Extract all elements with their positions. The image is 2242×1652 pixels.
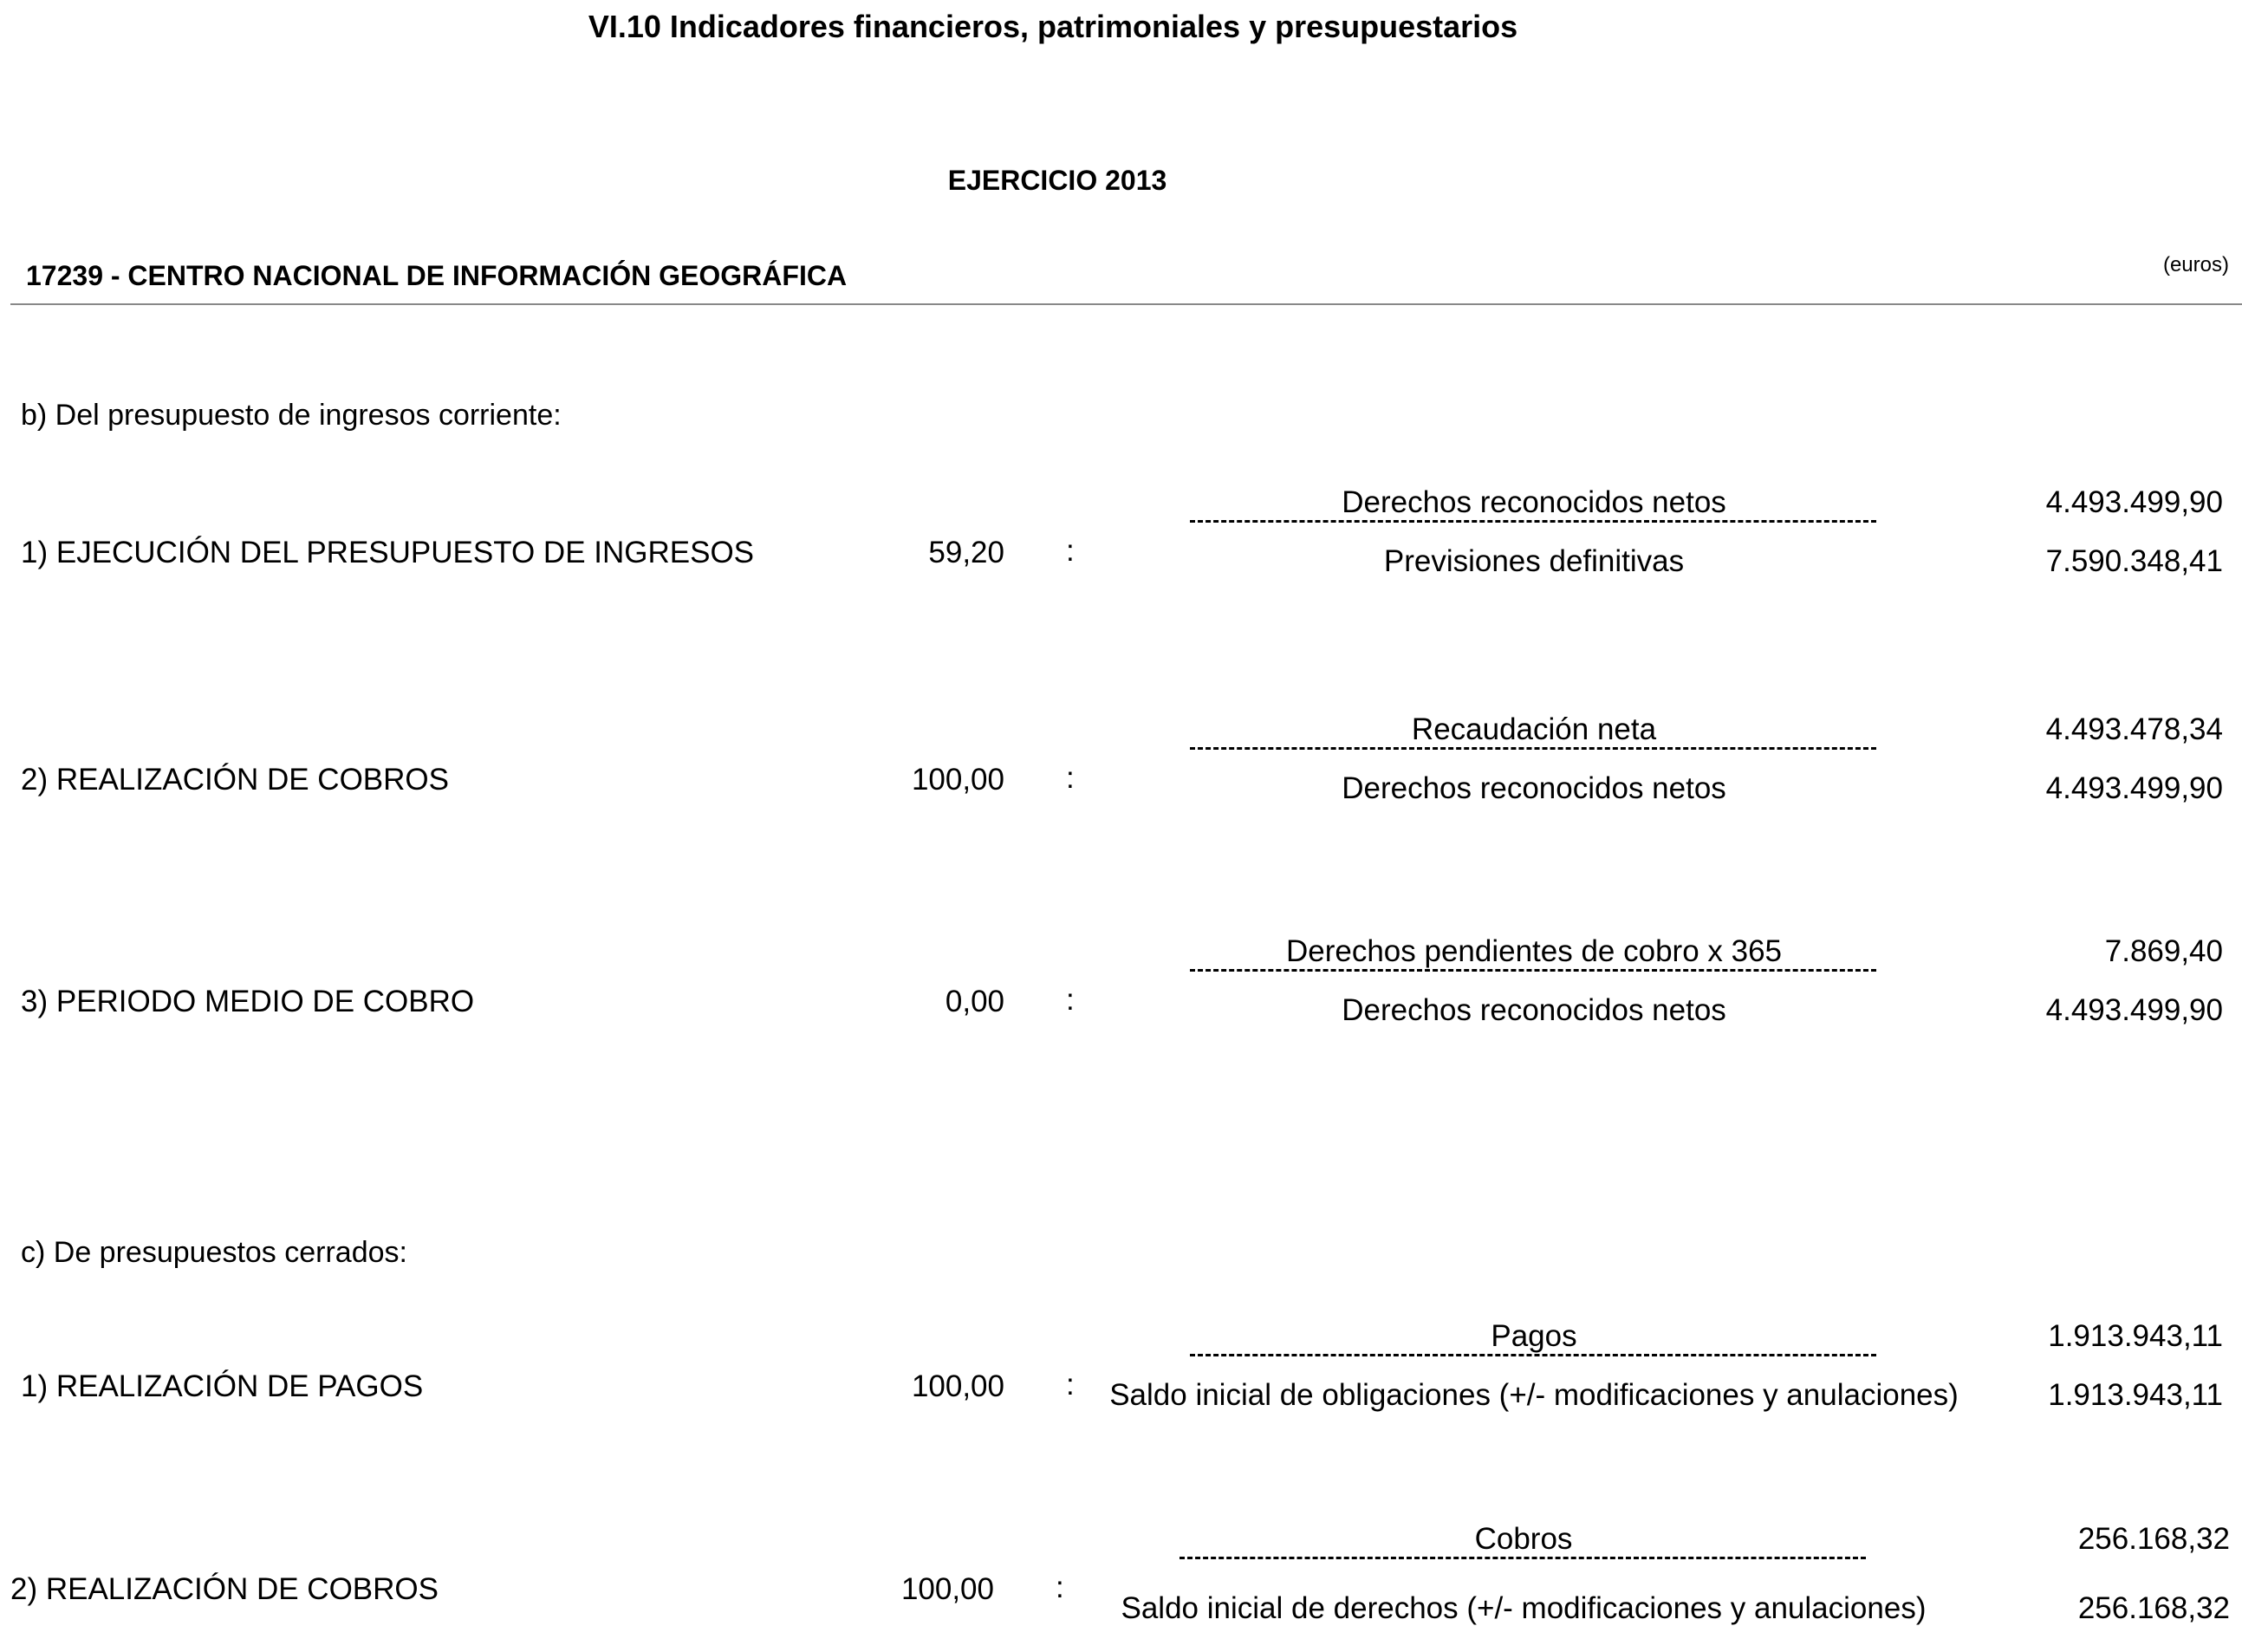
fraction-line — [1190, 1354, 1876, 1356]
numerator-label: Recaudación neta — [1411, 712, 1657, 746]
indicator-separator: : — [1066, 534, 1075, 568]
denominator-label: Saldo inicial de derechos (+/- modificaciones y anulaciones) — [1121, 1591, 1927, 1625]
document-title: VI.10 Indicadores financieros, patrimoniales y presupuestarios — [588, 9, 1518, 44]
numerator-label: Cobros — [1474, 1522, 1573, 1556]
section-heading-current-income: b) Del presupuesto de ingresos corriente: — [21, 399, 562, 432]
denominator-label: Derechos reconocidos netos — [1342, 771, 1726, 805]
indicator-separator: : — [1066, 761, 1075, 795]
indicator-label: 1) EJECUCIÓN DEL PRESUPUESTO DE INGRESOS — [21, 536, 755, 569]
denominator-amount: 4.493.499,90 — [2045, 771, 2223, 805]
numerator-label: Derechos pendientes de cobro x 365 — [1285, 934, 1783, 968]
numerator-amount: 4.493.499,90 — [2045, 485, 2223, 519]
denominator-amount: 256.168,32 — [2077, 1591, 2230, 1625]
denominator-label: Saldo inicial de obligaciones (+/- modificaciones y anulaciones) — [1109, 1378, 1959, 1412]
units-label: (euros) — [2162, 253, 2229, 276]
numerator-amount: 4.493.478,34 — [2045, 712, 2223, 746]
denominator-label: Derechos reconocidos netos — [1342, 993, 1726, 1027]
fraction-line — [1190, 520, 1876, 523]
indicator-value: 0,00 — [945, 985, 1004, 1018]
indicator-label: 3) PERIODO MEDIO DE COBRO — [21, 985, 475, 1018]
numerator-amount: 256.168,32 — [2077, 1522, 2230, 1556]
indicator-value: 100,00 — [911, 1369, 1004, 1403]
denominator-amount: 4.493.499,90 — [2045, 993, 2223, 1027]
indicator-label: 1) REALIZACIÓN DE PAGOS — [21, 1369, 424, 1403]
indicator-separator: : — [1066, 983, 1075, 1017]
indicator-label: 2) REALIZACIÓN DE COBROS — [10, 1572, 439, 1606]
indicator-value: 100,00 — [911, 763, 1004, 797]
indicator-value: 59,20 — [928, 536, 1004, 569]
indicator-average-collection-period — [0, 934, 2242, 1064]
header-divider — [10, 303, 2242, 305]
indicator-payment-realization — [0, 1319, 2242, 1449]
entity-heading: 17239 - CENTRO NACIONAL DE INFORMACIÓN GEOGRÁFICA — [26, 260, 848, 291]
exercise-heading: EJERCICIO 2013 — [947, 165, 1167, 196]
indicator-label: 2) REALIZACIÓN DE COBROS — [21, 763, 449, 797]
indicator-closed-collection-realization — [0, 1522, 2242, 1652]
fraction-line — [1190, 747, 1876, 750]
indicator-income-execution — [0, 485, 2242, 615]
indicator-value: 100,00 — [900, 1572, 994, 1606]
denominator-amount: 7.590.348,41 — [2045, 544, 2223, 578]
numerator-amount: 7.869,40 — [2104, 934, 2223, 968]
section-heading-closed-budgets: c) De presupuestos cerrados: — [21, 1236, 407, 1269]
indicator-collection-realization — [0, 712, 2242, 842]
numerator-label: Derechos reconocidos netos — [1342, 485, 1726, 519]
denominator-amount: 1.913.943,11 — [2048, 1378, 2223, 1412]
indicator-separator: : — [1066, 1368, 1075, 1402]
denominator-label: Previsiones definitivas — [1383, 544, 1685, 578]
indicator-separator: : — [1056, 1571, 1064, 1604]
numerator-label: Pagos — [1491, 1319, 1577, 1353]
numerator-amount: 1.913.943,11 — [2048, 1319, 2223, 1353]
fraction-line — [1190, 969, 1876, 972]
fraction-line — [1179, 1557, 1866, 1559]
